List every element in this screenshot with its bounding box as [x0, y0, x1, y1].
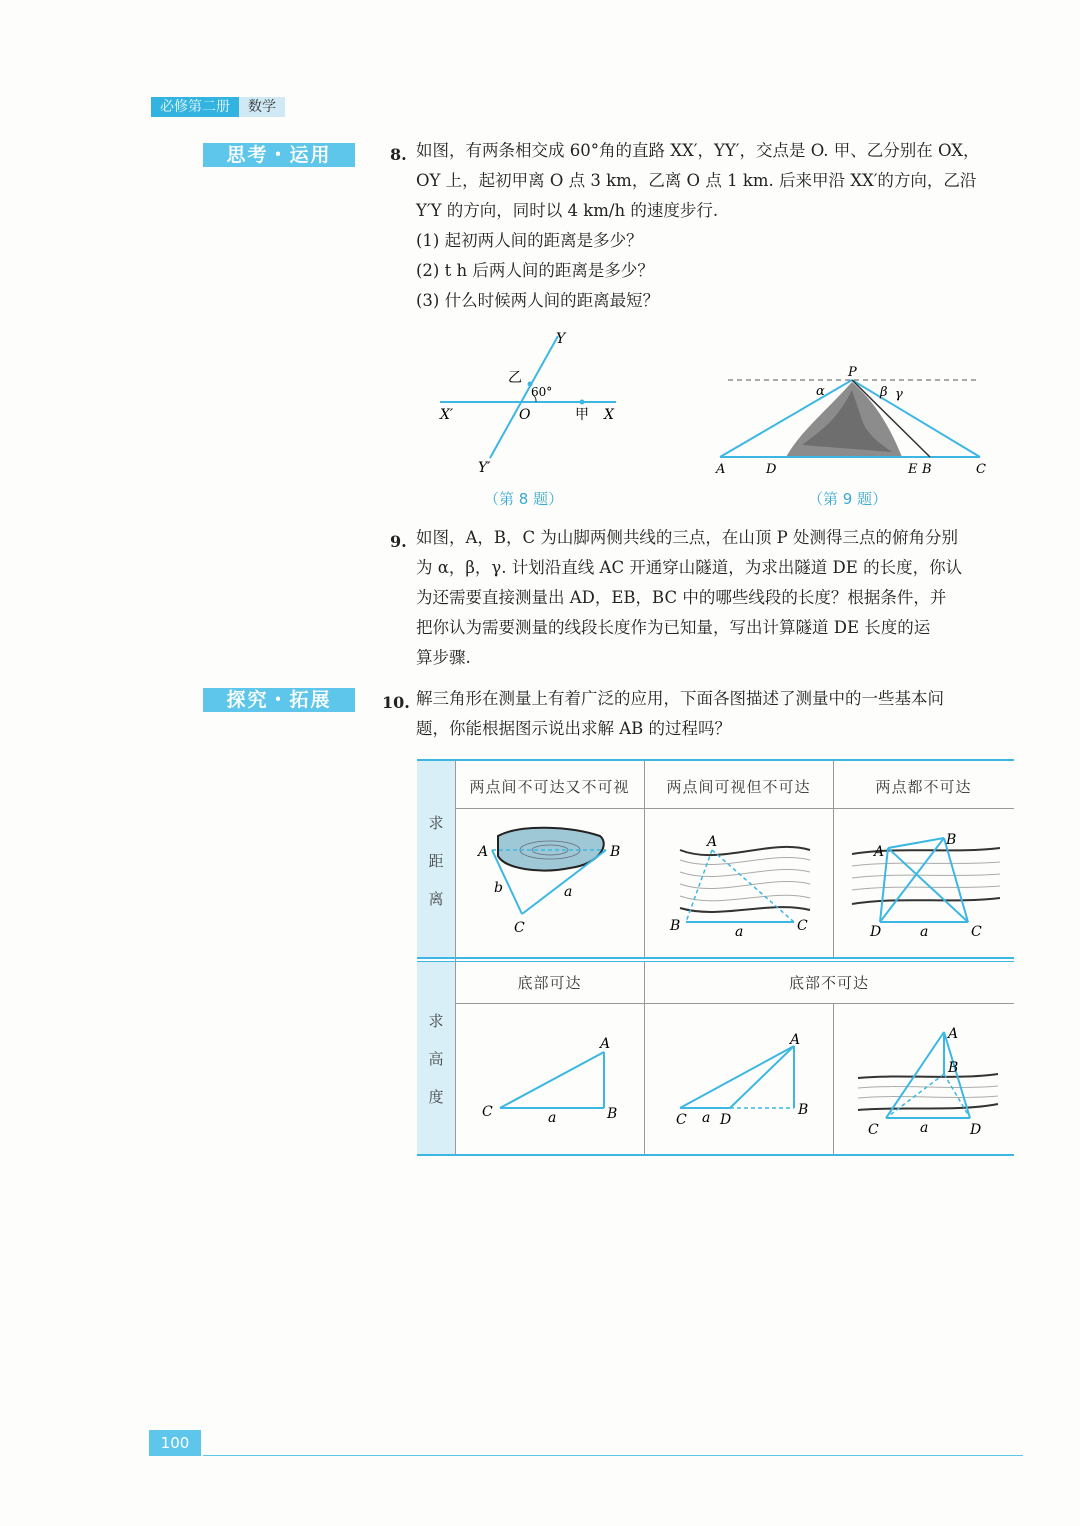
label-y: Y: [556, 331, 566, 347]
label-a: A: [716, 462, 726, 477]
problem-text-line: Y′Y 的方向，同时以 4 km/h 的速度步行.: [416, 201, 719, 220]
diagram-height-reachable: [470, 1030, 640, 1140]
row-label-char: 度: [428, 1088, 444, 1106]
svg-text:C: C: [676, 1112, 687, 1128]
label-d: D: [766, 462, 777, 477]
label-x-prime: X′: [440, 407, 454, 423]
sub-question: (1) 起初两人间的距离是多少？: [416, 231, 643, 250]
sub-question: (3) 什么时候两人间的距离最短？: [416, 291, 660, 310]
problem-text-line: 为 α，β，γ. 计划沿直线 AC 开通穿山隧道，为求出隧道 DE 的长度，你认: [416, 558, 963, 577]
svg-text:C: C: [971, 924, 982, 940]
svg-text:A: A: [790, 1032, 801, 1048]
header-base-reachable: 底部可达: [517, 974, 582, 992]
header-visible-unreachable: 两点间可视但不可达: [666, 778, 811, 796]
label-x: X: [604, 407, 614, 423]
label-jia: 甲: [575, 407, 589, 423]
label-angle: 60°: [531, 385, 553, 399]
problem-number: 10.: [382, 693, 410, 712]
label-y-prime: Y′: [478, 460, 491, 476]
label-p: P: [848, 365, 857, 380]
svg-text:a: a: [920, 1120, 929, 1136]
label-o: O: [519, 407, 531, 423]
problem-text-line: 如图，A，B，C 为山脚两侧共线的三点，在山顶 P 处测得三点的俯角分别: [416, 528, 959, 547]
diagram-height-unreachable-2: [848, 1022, 1012, 1140]
svg-text:B: B: [670, 918, 681, 934]
label-yi: 乙: [508, 370, 522, 386]
section-explore-extend: 探究・拓展: [203, 688, 355, 712]
svg-text:B: B: [610, 844, 621, 860]
svg-text:a: a: [548, 1110, 557, 1126]
svg-text:a: a: [735, 924, 744, 940]
section-think-apply: 思考・运用: [203, 143, 355, 167]
svg-text:C: C: [868, 1122, 879, 1138]
problem-number: 8.: [390, 145, 407, 164]
sub-question: (2) t h 后两人间的距离是多少？: [416, 261, 654, 280]
svg-text:a: a: [564, 884, 573, 900]
row-label-char: 高: [428, 1050, 444, 1068]
svg-text:B: B: [607, 1106, 618, 1122]
label-b: B: [922, 462, 932, 477]
svg-text:A: A: [874, 844, 885, 860]
row-label-char: 求: [428, 1012, 444, 1030]
figure-9-caption: （第 9 题）: [808, 490, 888, 508]
label-alpha: α: [816, 384, 825, 399]
svg-text:D: D: [720, 1112, 732, 1128]
problem-text-line: 算步骤.: [416, 648, 471, 667]
problem-text-line: 为还需要直接测量出 AD，EB，BC 中的哪些线段的长度？根据条件，并: [416, 588, 947, 607]
svg-text:a: a: [920, 924, 929, 940]
header-tag: [151, 97, 285, 117]
svg-text:C: C: [482, 1104, 493, 1120]
svg-text:A: A: [600, 1036, 611, 1052]
problem-text-line: 把你认为需要测量的线段长度作为已知量，写出计算隧道 DE 长度的运: [416, 618, 931, 637]
diagram-river-visible: [650, 826, 830, 946]
diagram-height-unreachable-1: [660, 1030, 830, 1140]
book-volume: 必修第二册: [151, 97, 239, 117]
row-label-char: 离: [428, 890, 444, 908]
header-invisible-unreachable: 两点间不可达又不可视: [469, 778, 630, 796]
label-e: E: [908, 462, 918, 477]
header-both-unreachable: 两点都不可达: [875, 778, 972, 796]
svg-text:A: A: [478, 844, 489, 860]
svg-text:b: b: [494, 880, 503, 896]
page-number: 100: [149, 1430, 201, 1456]
problem-text-line: OY 上，起初甲离 O 点 3 km，乙离 O 点 1 km. 后来甲沿 XX′的方向，乙沿: [416, 171, 977, 190]
point-jia: [580, 400, 585, 405]
header-base-unreachable: 底部不可达: [788, 974, 869, 992]
svg-text:D: D: [970, 1122, 982, 1138]
svg-text:D: D: [870, 924, 882, 940]
svg-text:B: B: [798, 1102, 809, 1118]
figure-8-caption: （第 8 题）: [484, 490, 564, 508]
row-label-char: 求: [428, 814, 444, 832]
problem-text-line: 如图，有两条相交成 60°角的直路 XX′，YY′，交点是 O. 甲、乙分别在 OX，: [416, 141, 980, 160]
svg-text:B: B: [946, 832, 957, 848]
label-beta: β: [880, 385, 888, 400]
problem-text-line: 题，你能根据图示说出求解 AB 的过程吗？: [416, 719, 732, 738]
label-gamma: γ: [895, 387, 903, 402]
figure-9: [712, 360, 1002, 485]
problem-number: 9.: [390, 532, 407, 551]
svg-text:C: C: [797, 918, 808, 934]
row-label-char: 距: [428, 852, 444, 870]
svg-text:a: a: [702, 1110, 711, 1126]
subject-name: 数学: [239, 97, 285, 117]
diagram-both-unreachable: [840, 826, 1012, 946]
problem-text-line: 解三角形在测量上有着广泛的应用，下面各图描述了测量中的一些基本问: [416, 689, 944, 708]
diagram-lake: [460, 814, 640, 954]
svg-text:B: B: [948, 1060, 959, 1076]
footer-rule: [203, 1455, 1023, 1456]
figure-8: [430, 328, 630, 483]
label-c: C: [976, 462, 986, 477]
svg-text:A: A: [707, 834, 718, 850]
svg-text:C: C: [514, 920, 525, 936]
svg-text:A: A: [948, 1026, 959, 1042]
